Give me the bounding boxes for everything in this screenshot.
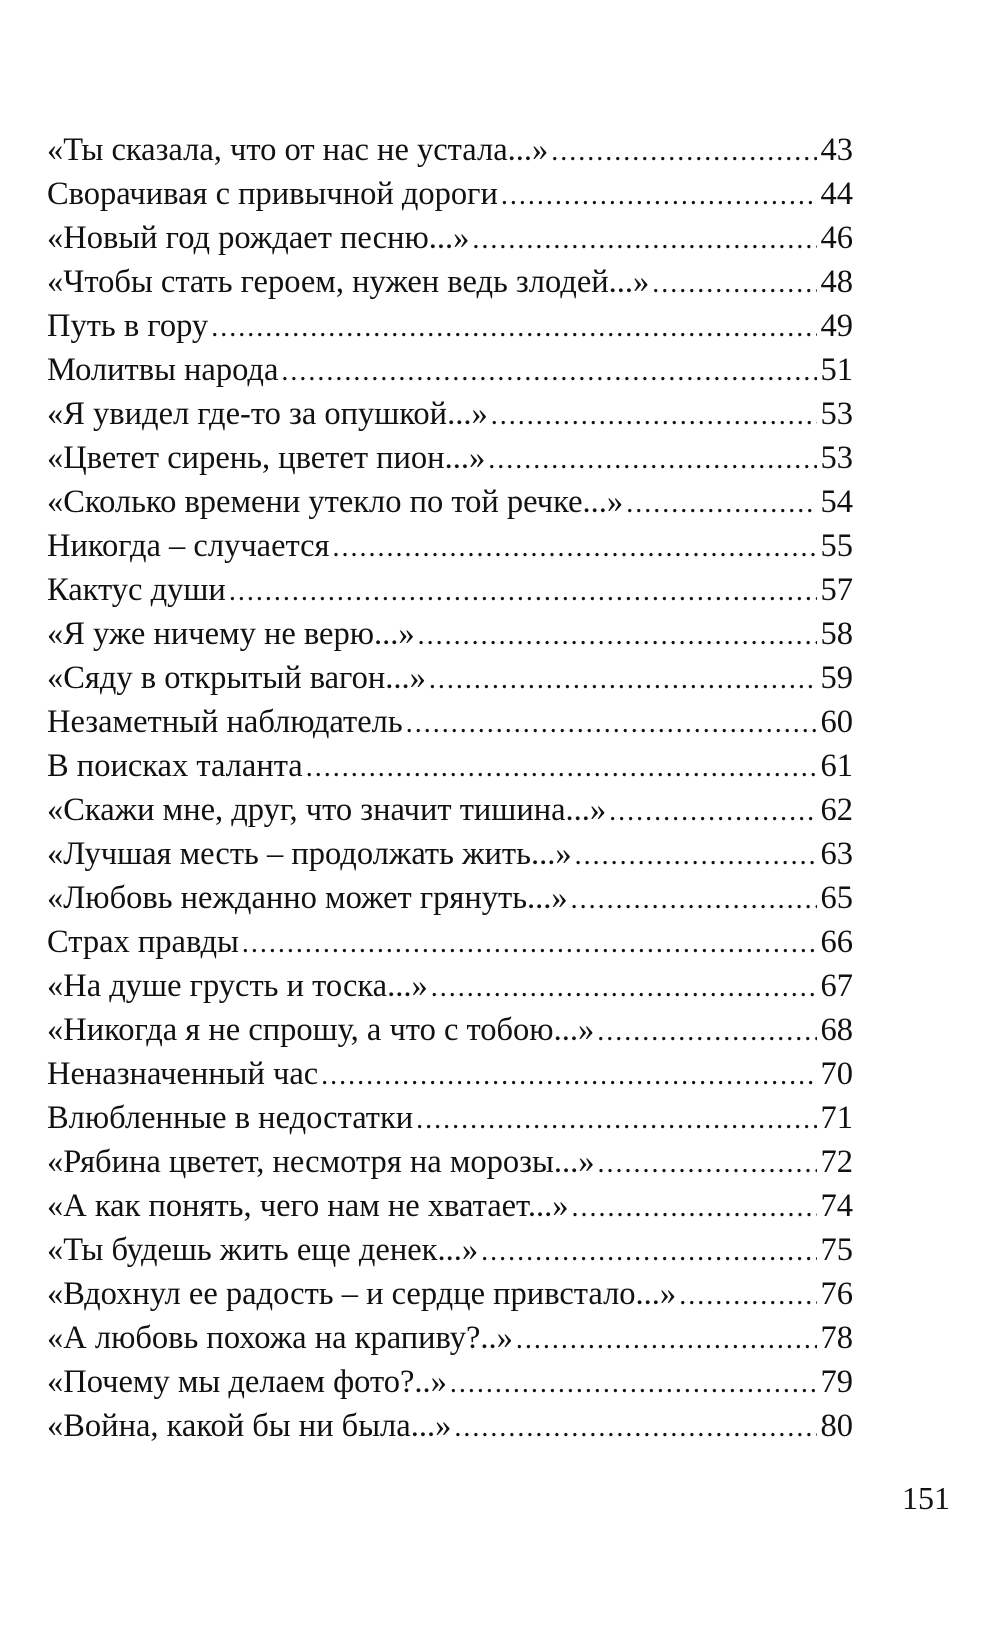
dot-leader	[609, 790, 816, 832]
dot-leader	[321, 1054, 816, 1096]
toc-entry-page: 71	[820, 1100, 853, 1136]
toc-entry	[47, 128, 853, 172]
toc-entry-title: «Новый год рождает песню...»	[47, 220, 470, 256]
toc-entry-title: Влюбленные в недостатки	[47, 1100, 414, 1136]
toc-entry	[47, 304, 853, 348]
toc-entry-page: 58	[820, 616, 853, 652]
toc-entry	[47, 480, 853, 524]
toc-entry	[47, 1008, 853, 1052]
toc-entry	[47, 568, 853, 612]
dot-leader	[571, 1186, 816, 1228]
dot-leader	[575, 834, 817, 876]
dot-leader	[501, 174, 817, 216]
toc-entry	[47, 612, 853, 656]
dot-leader	[281, 350, 816, 392]
toc-entry-title: «Я уже ничему не верю...»	[47, 616, 415, 652]
toc-entry-page: 78	[820, 1320, 853, 1356]
toc-entry-page: 59	[820, 660, 853, 696]
dot-leader	[333, 526, 817, 568]
dot-leader	[418, 614, 817, 656]
toc-entry	[47, 920, 853, 964]
toc-entry	[47, 348, 853, 392]
toc-entry-title: Сворачивая с привычной дороги	[47, 176, 498, 212]
toc-entry-title: «Почему мы делаем фото?..»	[47, 1364, 447, 1400]
toc-entry	[47, 1184, 853, 1228]
toc-entry-title: «Никогда я не спрошу, а что с тобою...»	[47, 1012, 595, 1048]
dot-leader	[429, 658, 817, 700]
toc-entry-title: «Чтобы стать героем, нужен ведь злодей...»	[47, 264, 650, 300]
toc-entry-page: 76	[820, 1276, 853, 1312]
toc-entry-page: 53	[820, 440, 853, 476]
toc-entry	[47, 1228, 853, 1272]
toc-entry	[47, 524, 853, 568]
dot-leader	[431, 966, 817, 1008]
toc-entry-title: Путь в гору	[47, 308, 209, 344]
toc-entry	[47, 216, 853, 260]
toc-entry-page: 63	[820, 836, 853, 872]
toc-entry-page: 80	[820, 1408, 853, 1444]
toc-entry-page: 55	[820, 528, 853, 564]
toc-entry-page: 79	[820, 1364, 853, 1400]
toc-entry	[47, 1096, 853, 1140]
toc-entry-page: 43	[820, 132, 853, 168]
page-number: 151	[902, 1480, 950, 1516]
toc-entry-page: 48	[820, 264, 853, 300]
toc-entry-title: Кактус души	[47, 572, 226, 608]
toc-entry-title: «Сколько времени утекло по той речке...»	[47, 484, 624, 520]
dot-leader	[454, 1406, 816, 1448]
toc-entry-page: 67	[820, 968, 853, 1004]
toc-entry-title: «Сяду в открытый вагон...»	[47, 660, 426, 696]
toc-entry-title: «Любовь нежданно может грянуть...»	[47, 880, 568, 916]
toc-entry-title: Страх правды	[47, 924, 239, 960]
dot-leader	[416, 1098, 816, 1140]
toc-entry-title: «Я увидел где-то за опушкой...»	[47, 396, 488, 432]
toc-entry-title: «Рябина цветет, несмотря на морозы...»	[47, 1144, 595, 1180]
toc-entry-page: 54	[820, 484, 853, 520]
toc-entry-title: Неназначенный час	[47, 1056, 319, 1092]
dot-leader	[211, 306, 816, 348]
toc-entry-page: 65	[820, 880, 853, 916]
toc-entry-title: В поисках таланта	[47, 748, 303, 784]
toc-entry-title: «Вдохнул ее радость – и сердце привстало...»	[47, 1276, 677, 1312]
toc-entry-page: 44	[820, 176, 853, 212]
toc-entry	[47, 656, 853, 700]
toc-entry	[47, 700, 853, 744]
dot-leader	[597, 1142, 816, 1184]
dot-leader	[450, 1362, 817, 1404]
toc-entry-title: «Цветет сирень, цветет пион...»	[47, 440, 486, 476]
dot-leader	[242, 922, 817, 964]
toc-entry	[47, 1316, 853, 1360]
table-of-contents	[47, 128, 853, 1448]
toc-entry-page: 51	[820, 352, 853, 388]
toc-entry-title: «А как понять, чего нам не хватает...»	[47, 1188, 569, 1224]
toc-entry	[47, 1360, 853, 1404]
dot-leader	[488, 438, 816, 480]
toc-entry-page: 61	[820, 748, 853, 784]
toc-entry	[47, 172, 853, 216]
dot-leader	[597, 1010, 816, 1052]
toc-entry-page: 53	[820, 396, 853, 432]
toc-entry	[47, 436, 853, 480]
dot-leader	[626, 482, 816, 524]
toc-entry	[47, 260, 853, 304]
toc-entry-title: «Ты сказала, что от нас не устала...»	[47, 132, 549, 168]
toc-entry	[47, 744, 853, 788]
toc-entry-page: 75	[820, 1232, 853, 1268]
toc-entry-page: 60	[820, 704, 853, 740]
toc-entry-title: «На душе грусть и тоска...»	[47, 968, 428, 1004]
dot-leader	[652, 262, 816, 304]
toc-entry-title: Никогда – случается	[47, 528, 330, 564]
toc-entry	[47, 1140, 853, 1184]
dot-leader	[679, 1274, 816, 1316]
toc-entry-title: «Война, какой бы ни была...»	[47, 1408, 452, 1444]
toc-entry-page: 74	[820, 1188, 853, 1224]
toc-entry-page: 68	[820, 1012, 853, 1048]
toc-entry-page: 72	[820, 1144, 853, 1180]
dot-leader	[481, 1230, 816, 1272]
dot-leader	[491, 394, 817, 436]
toc-entry-title: Молитвы народа	[47, 352, 279, 388]
toc-entry	[47, 1052, 853, 1096]
toc-entry	[47, 964, 853, 1008]
dot-leader	[551, 130, 816, 172]
toc-entry-page: 57	[820, 572, 853, 608]
toc-entry	[47, 392, 853, 436]
toc-entry-title: «Скажи мне, друг, что значит тишина...»	[47, 792, 607, 828]
toc-entry	[47, 1272, 853, 1316]
toc-entry-page: 46	[820, 220, 853, 256]
toc-entry-title: «А любовь похожа на крапиву?..»	[47, 1320, 513, 1356]
dot-leader	[229, 570, 817, 612]
dot-leader	[516, 1318, 817, 1360]
dot-leader	[406, 702, 817, 744]
dot-leader	[306, 746, 817, 788]
toc-entry-page: 70	[820, 1056, 853, 1092]
toc-entry	[47, 876, 853, 920]
toc-entry-title: «Лучшая месть – продолжать жить...»	[47, 836, 572, 872]
toc-entry-page: 49	[820, 308, 853, 344]
dot-leader	[472, 218, 816, 260]
toc-entry-page: 66	[820, 924, 853, 960]
toc-entry	[47, 1404, 853, 1448]
toc-entry-title: Незаметный наблюдатель	[47, 704, 403, 740]
toc-entry-page: 62	[820, 792, 853, 828]
toc-entry	[47, 832, 853, 876]
toc-entry-title: «Ты будешь жить еще денек...»	[47, 1232, 479, 1268]
toc-entry	[47, 788, 853, 832]
dot-leader	[571, 878, 817, 920]
